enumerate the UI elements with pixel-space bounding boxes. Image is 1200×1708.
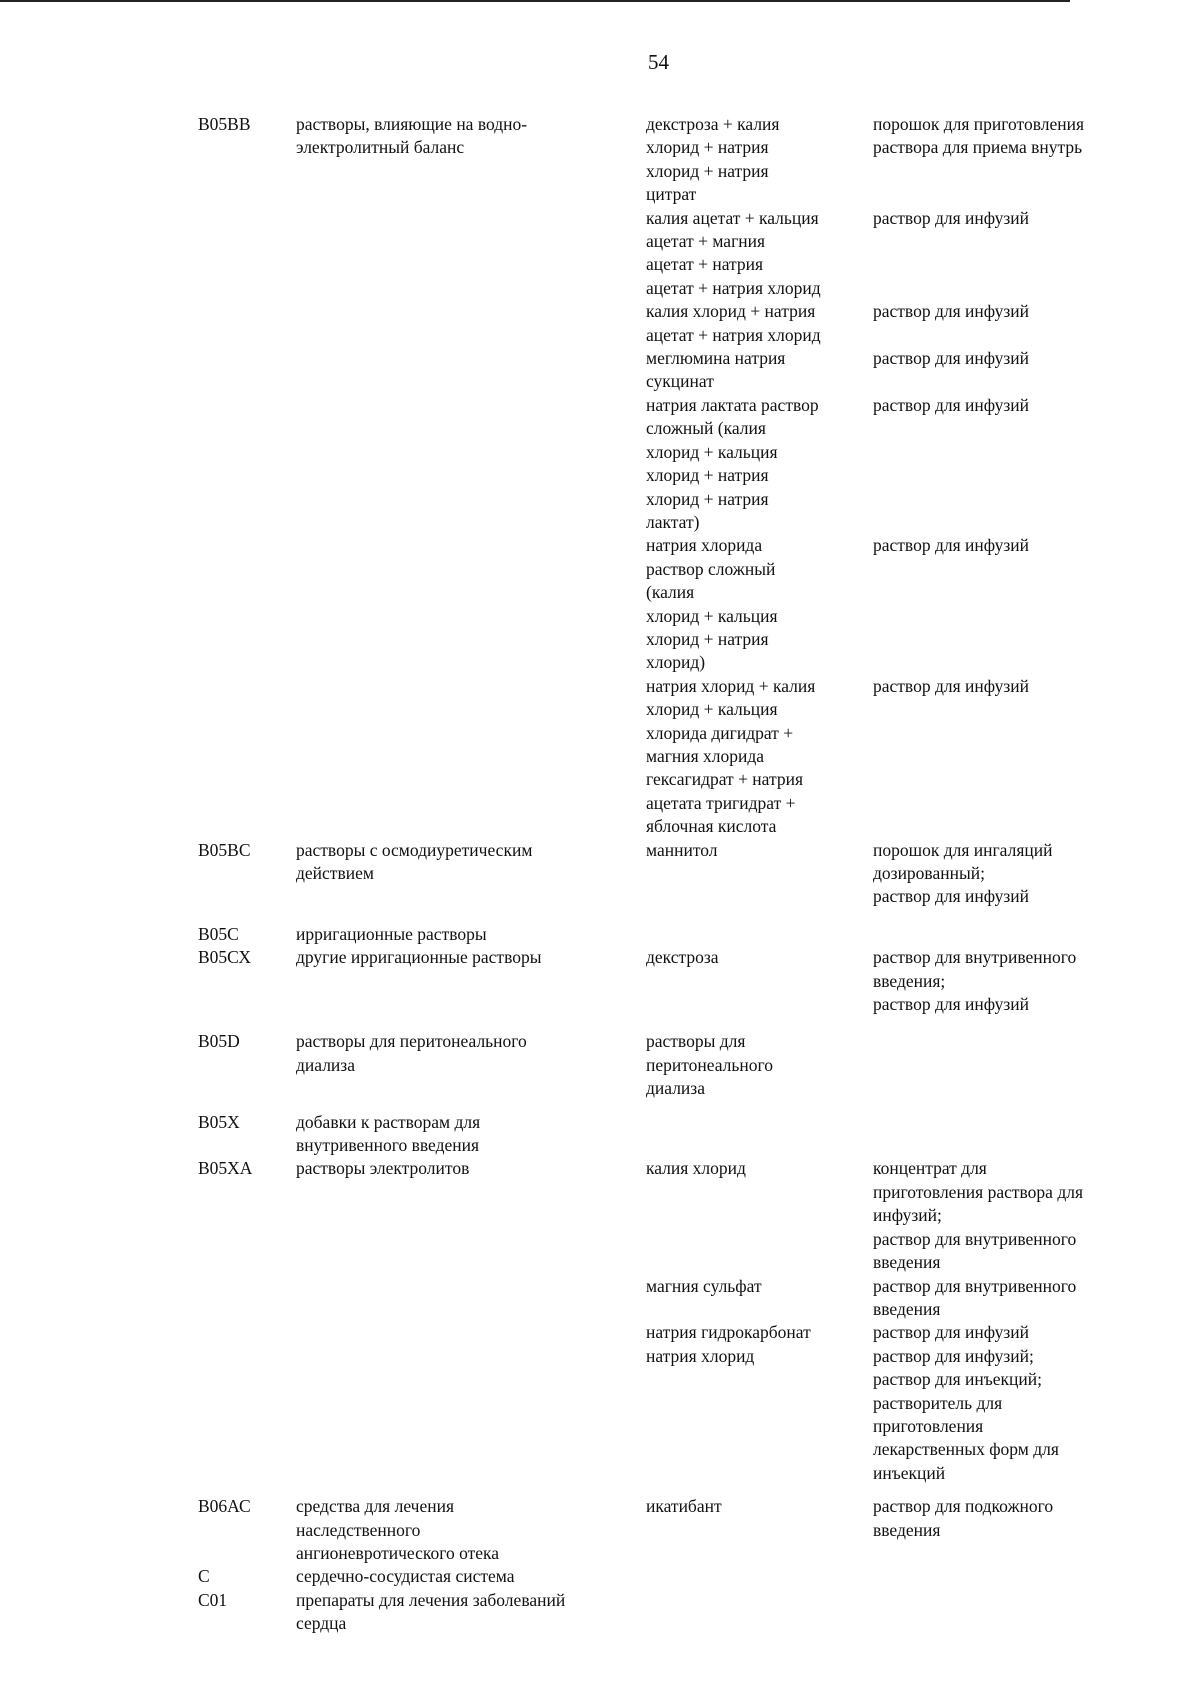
- drug-name-cell: декстроза + калия хлорид + натрия хлорид + натрия цитрат: [646, 114, 780, 205]
- drug-name-cell: калия хлорид + натрия ацетат + натрия хлорид: [646, 301, 821, 345]
- atc-code-cell: [198, 300, 296, 347]
- dosage-form-cell: [873, 923, 1128, 946]
- dosage-form-cell: порошок для приготовления раствора для приема внутрь: [873, 114, 1084, 158]
- atc-code-cell: [198, 675, 296, 839]
- drug-name-cell: [646, 1111, 873, 1158]
- table-row: [198, 1321, 1128, 1344]
- drug-name-cell: натрия хлорид + калия хлорид + кальция хлорида дигидрат + магния хлорида гексагидрат + натрия ацетата тригидрат + яблочная кислота: [646, 675, 816, 837]
- atc-code-cell: [198, 207, 296, 301]
- dosage-form-cell: раствор для инфузий: [873, 301, 1030, 322]
- atc-code-cell: В05ХА: [198, 1158, 253, 1179]
- atc-code-cell: [198, 347, 296, 394]
- drug-name-cell: [646, 1565, 873, 1588]
- atc-code-cell: В05СХ: [198, 947, 252, 968]
- group-name-cell: [296, 1275, 646, 1322]
- drug-name-cell: меглюмина натрия сукцинат: [646, 348, 786, 392]
- table-row: [198, 1345, 1128, 1495]
- group-name-cell: ирригационные растворы: [296, 923, 487, 944]
- group-name-cell: сердечно-сосудистая система: [296, 1566, 515, 1587]
- dosage-form-cell: раствор для инфузий: [873, 394, 1030, 415]
- dosage-form-cell: [873, 1565, 1128, 1588]
- group-name-cell: растворы электролитов: [296, 1158, 470, 1179]
- group-name-cell: [296, 534, 646, 674]
- table-row: [198, 347, 1128, 394]
- atc-code-cell: [198, 394, 296, 534]
- table-row: [198, 1111, 1128, 1158]
- table-row: [198, 300, 1128, 347]
- table-row: [198, 675, 1128, 839]
- atc-code-cell: С01: [198, 1589, 228, 1610]
- drug-name-cell: растворы для перитонеального диализа: [646, 1031, 774, 1099]
- drug-name-cell: калия ацетат + кальция ацетат + магния ацетат + натрия ацетат + натрия хлорид: [646, 207, 821, 298]
- drug-name-cell: [646, 923, 873, 946]
- atc-code-cell: [198, 1275, 296, 1322]
- dosage-form-cell: раствор для инфузий: [873, 535, 1030, 556]
- group-name-cell: [296, 207, 646, 301]
- dosage-form-cell: раствор для внутривенного введения: [873, 1275, 1077, 1319]
- dosage-form-cell: [873, 1030, 1128, 1110]
- group-name-cell: [296, 300, 646, 347]
- group-name-cell: другие ирригационные растворы: [296, 947, 542, 968]
- drug-name-cell: натрия хлорида раствор сложный (калия хлорид + кальция хлорид + натрия хлорид): [646, 535, 778, 673]
- dosage-form-cell: раствор для внутривенного введения; раствор для инфузий: [873, 947, 1077, 1015]
- atc-code-cell: С: [198, 1566, 210, 1587]
- table-row: [198, 534, 1128, 674]
- drug-name-cell: декстроза: [646, 947, 719, 968]
- medication-table-body: [198, 113, 1128, 1636]
- dosage-form-cell: [873, 1111, 1128, 1158]
- group-name-cell: [296, 394, 646, 534]
- drug-name-cell: магния сульфат: [646, 1275, 762, 1296]
- table-row: [198, 946, 1128, 1030]
- group-name-cell: средства для лечения наследственного ангионевротического отека: [296, 1496, 500, 1563]
- dosage-form-cell: порошок для ингаляций дозированный; раствор для инфузий: [873, 839, 1053, 907]
- drug-name-cell: икатибант: [646, 1496, 722, 1517]
- drug-name-cell: натрия лактата раствор сложный (калия хлорид + кальция хлорид + натрия хлорид + натрия лактат): [646, 394, 819, 532]
- atc-code-cell: В05Х: [198, 1111, 240, 1132]
- group-name-cell: [296, 1345, 646, 1495]
- drug-name-cell: калия хлорид: [646, 1158, 746, 1179]
- group-name-cell: добавки к растворам для внутривенного введения: [296, 1111, 481, 1156]
- atc-code-cell: В05D: [198, 1031, 240, 1052]
- drug-name-cell: натрия хлорид: [646, 1345, 755, 1366]
- dosage-form-cell: раствор для инфузий; раствор для инъекций; растворитель для приготовления лекарственных форм для инъекций: [873, 1345, 1059, 1483]
- table-row: [198, 923, 1128, 946]
- table-row: [198, 113, 1128, 207]
- drug-name-cell: натрия гидрокарбонат: [646, 1322, 811, 1343]
- group-name-cell: растворы, влияющие на водно- электролитный баланс: [296, 114, 528, 158]
- dosage-form-cell: раствор для инфузий: [873, 207, 1030, 228]
- medication-table: [198, 113, 1128, 1636]
- top-rule: [0, 0, 1070, 2]
- atc-code-cell: [198, 534, 296, 674]
- atc-code-cell: [198, 1321, 296, 1344]
- atc-code-cell: В05ВС: [198, 839, 251, 860]
- dosage-form-cell: концентрат для приготовления раствора для инфузий; раствор для внутривенного введения: [873, 1158, 1083, 1273]
- dosage-form-cell: [873, 1589, 1128, 1636]
- dosage-form-cell: раствор для инфузий: [873, 1322, 1030, 1343]
- group-name-cell: растворы с осмодиуретическим действием: [296, 839, 533, 883]
- table-row: [198, 1030, 1128, 1110]
- atc-code-cell: В06АС: [198, 1496, 251, 1517]
- table-row: [198, 394, 1128, 534]
- dosage-form-cell: раствор для подкожного введения: [873, 1496, 1054, 1540]
- table-row: [198, 1275, 1128, 1322]
- group-name-cell: [296, 675, 646, 839]
- atc-code-cell: В05ВВ: [198, 114, 251, 134]
- page-number: 54: [648, 50, 669, 74]
- group-name-cell: [296, 347, 646, 394]
- drug-name-cell: маннитол: [646, 839, 718, 860]
- table-row: [198, 1589, 1128, 1636]
- drug-name-cell: [646, 1589, 873, 1636]
- group-name-cell: препараты для лечения заболеваний сердца: [296, 1589, 566, 1634]
- table-row: [198, 1565, 1128, 1588]
- table-row: [198, 839, 1128, 923]
- dosage-form-cell: раствор для инфузий: [873, 348, 1030, 369]
- atc-code-cell: В05С: [198, 923, 239, 944]
- group-name-cell: растворы для перитонеального диализа: [296, 1031, 527, 1075]
- atc-code-cell: [198, 1345, 296, 1495]
- group-name-cell: [296, 1321, 646, 1344]
- dosage-form-cell: раствор для инфузий: [873, 675, 1030, 696]
- table-row: [198, 1157, 1128, 1274]
- table-row: [198, 207, 1128, 301]
- table-row: [198, 1495, 1128, 1565]
